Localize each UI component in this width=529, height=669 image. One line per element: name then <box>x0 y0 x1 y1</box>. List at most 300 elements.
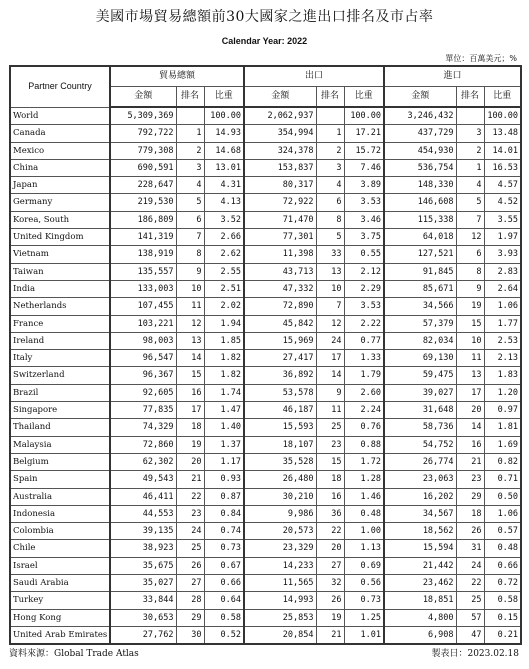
total-amount-cell: 98,003 <box>110 332 176 349</box>
import-amount-cell: 15,594 <box>384 540 456 557</box>
total-rank-cell <box>176 107 204 125</box>
total-share-cell: 2.51 <box>204 280 244 297</box>
import-amount-cell: 4,800 <box>384 609 456 626</box>
export-share-cell: 3.53 <box>344 298 384 315</box>
export-rank-cell: 25 <box>316 419 344 436</box>
total-share-cell: 1.37 <box>204 436 244 453</box>
total-rank-cell: 14 <box>176 350 204 367</box>
import-rank-cell: 24 <box>456 557 484 574</box>
export-share-cell: 0.88 <box>344 436 384 453</box>
import-amount-cell: 34,567 <box>384 505 456 522</box>
import-header: 進口 <box>384 66 521 87</box>
total-amount-cell: 49,543 <box>110 471 176 488</box>
total-rank-cell: 24 <box>176 523 204 540</box>
total-rank-cell: 17 <box>176 402 204 419</box>
total-amount-cell: 35,027 <box>110 575 176 592</box>
import-amount-cell: 6,908 <box>384 626 456 644</box>
country-name-cell: Australia <box>10 488 110 505</box>
export-rank-cell: 22 <box>316 523 344 540</box>
export-share-cell: 3.89 <box>344 177 384 194</box>
export-amount-cell: 30,210 <box>244 488 316 505</box>
total-rank-cell: 20 <box>176 453 204 470</box>
export-share-cell: 1.13 <box>344 540 384 557</box>
total-amount-cell: 92,605 <box>110 384 176 401</box>
export-rank-cell: 24 <box>316 332 344 349</box>
import-rank-cell: 4 <box>456 177 484 194</box>
export-amount-header: 金額 <box>244 87 316 108</box>
total-rank-cell: 30 <box>176 626 204 644</box>
import-share-cell: 2.53 <box>484 332 521 349</box>
country-name-cell: Malaysia <box>10 436 110 453</box>
total-rank-cell: 22 <box>176 488 204 505</box>
country-name-cell: France <box>10 315 110 332</box>
import-amount-cell: 54,752 <box>384 436 456 453</box>
table-row <box>10 211 521 228</box>
export-share-cell: 0.77 <box>344 332 384 349</box>
export-amount-cell: 324,378 <box>244 142 316 159</box>
total-share-cell: 1.94 <box>204 315 244 332</box>
country-name-cell: Israel <box>10 557 110 574</box>
export-amount-cell: 11,398 <box>244 246 316 263</box>
country-name-cell: India <box>10 280 110 297</box>
total-share-cell: 0.58 <box>204 609 244 626</box>
table-row <box>10 125 521 142</box>
country-name-cell: Canada <box>10 125 110 142</box>
data-source: 資料來源：Global Trade Atlas <box>9 649 139 659</box>
import-rank-cell: 8 <box>456 263 484 280</box>
import-share-cell: 0.71 <box>484 471 521 488</box>
import-share-cell: 0.15 <box>484 609 521 626</box>
import-share-cell: 2.83 <box>484 263 521 280</box>
export-rank-cell: 4 <box>316 177 344 194</box>
export-rank-cell: 2 <box>316 142 344 159</box>
export-amount-cell: 53,578 <box>244 384 316 401</box>
export-share-cell: 0.56 <box>344 575 384 592</box>
total-amount-cell: 135,557 <box>110 263 176 280</box>
country-name-cell: Colombia <box>10 523 110 540</box>
import-rank-cell: 22 <box>456 575 484 592</box>
total-amount-cell: 792,722 <box>110 125 176 142</box>
total-rank-cell: 2 <box>176 142 204 159</box>
table-row <box>10 557 521 574</box>
total-amount-cell: 44,553 <box>110 505 176 522</box>
export-amount-cell: 15,593 <box>244 419 316 436</box>
total-amount-cell: 103,221 <box>110 315 176 332</box>
country-name-cell: Switzerland <box>10 367 110 384</box>
import-amount-cell: 127,521 <box>384 246 456 263</box>
export-rank-cell: 33 <box>316 246 344 263</box>
export-rank-cell: 16 <box>316 488 344 505</box>
import-rank-cell: 6 <box>456 246 484 263</box>
export-share-cell: 0.48 <box>344 505 384 522</box>
import-rank-cell: 9 <box>456 280 484 297</box>
total-share-cell: 100.00 <box>204 107 244 125</box>
partner-country-header: Partner Country <box>10 66 110 107</box>
import-share-cell: 0.48 <box>484 540 521 557</box>
import-share-cell: 13.48 <box>484 125 521 142</box>
export-share-cell: 1.00 <box>344 523 384 540</box>
export-amount-cell: 71,470 <box>244 211 316 228</box>
total-amount-cell: 39,135 <box>110 523 176 540</box>
table-row <box>10 229 521 246</box>
total-share-cell: 0.52 <box>204 626 244 644</box>
export-share-cell: 1.79 <box>344 367 384 384</box>
import-amount-cell: 23,063 <box>384 471 456 488</box>
export-rank-cell: 20 <box>316 540 344 557</box>
export-amount-cell: 36,892 <box>244 367 316 384</box>
export-amount-cell: 14,993 <box>244 592 316 609</box>
export-rank-cell: 9 <box>316 384 344 401</box>
import-rank-cell: 11 <box>456 350 484 367</box>
import-share-cell: 0.82 <box>484 453 521 470</box>
import-rank-cell: 5 <box>456 194 484 211</box>
import-amount-cell: 64,018 <box>384 229 456 246</box>
country-name-cell: Taiwan <box>10 263 110 280</box>
country-name-cell: Japan <box>10 177 110 194</box>
import-rank-cell: 17 <box>456 384 484 401</box>
table-row <box>10 523 521 540</box>
export-amount-cell: 26,480 <box>244 471 316 488</box>
export-share-header: 比重 <box>344 87 384 108</box>
total-rank-cell: 21 <box>176 471 204 488</box>
import-rank-cell: 18 <box>456 505 484 522</box>
export-amount-cell: 47,332 <box>244 280 316 297</box>
export-share-cell: 0.76 <box>344 419 384 436</box>
total-rank-cell: 29 <box>176 609 204 626</box>
import-rank-cell: 31 <box>456 540 484 557</box>
import-share-cell: 2.13 <box>484 350 521 367</box>
total-amount-cell: 96,547 <box>110 350 176 367</box>
import-share-cell: 4.52 <box>484 194 521 211</box>
import-share-cell: 0.57 <box>484 523 521 540</box>
table-row <box>10 159 521 176</box>
import-rank-cell: 3 <box>456 125 484 142</box>
export-rank-cell: 19 <box>316 609 344 626</box>
import-rank-cell: 1 <box>456 159 484 176</box>
total-share-header: 比重 <box>204 87 244 108</box>
header-row-groups <box>10 66 521 87</box>
total-rank-cell: 28 <box>176 592 204 609</box>
total-share-cell: 13.01 <box>204 159 244 176</box>
total-amount-cell: 62,302 <box>110 453 176 470</box>
import-rank-cell: 14 <box>456 419 484 436</box>
table-row <box>10 280 521 297</box>
country-name-cell: Thailand <box>10 419 110 436</box>
import-share-cell: 1.69 <box>484 436 521 453</box>
table-row <box>10 453 521 470</box>
import-amount-header: 金額 <box>384 87 456 108</box>
country-name-cell: Brazil <box>10 384 110 401</box>
import-share-cell: 1.20 <box>484 384 521 401</box>
import-rank-cell: 21 <box>456 453 484 470</box>
total-share-cell: 3.52 <box>204 211 244 228</box>
export-share-cell: 1.46 <box>344 488 384 505</box>
table-row <box>10 436 521 453</box>
export-header: 出口 <box>244 66 384 87</box>
total-share-cell: 0.66 <box>204 575 244 592</box>
export-rank-header: 排名 <box>316 87 344 108</box>
country-name-cell: Mexico <box>10 142 110 159</box>
total-amount-cell: 186,809 <box>110 211 176 228</box>
import-share-cell: 16.53 <box>484 159 521 176</box>
export-amount-cell: 43,713 <box>244 263 316 280</box>
import-amount-cell: 16,202 <box>384 488 456 505</box>
import-share-cell: 0.66 <box>484 557 521 574</box>
export-share-cell: 2.60 <box>344 384 384 401</box>
country-name-cell: Belgium <box>10 453 110 470</box>
export-share-cell: 17.21 <box>344 125 384 142</box>
table-row <box>10 402 521 419</box>
total-rank-cell: 18 <box>176 419 204 436</box>
country-name-cell: Turkey <box>10 592 110 609</box>
unit-note: 單位：百萬美元；% <box>445 54 517 63</box>
import-rank-cell: 10 <box>456 332 484 349</box>
export-share-cell: 1.01 <box>344 626 384 644</box>
total-share-cell: 1.40 <box>204 419 244 436</box>
export-rank-cell: 7 <box>316 298 344 315</box>
total-amount-cell: 779,308 <box>110 142 176 159</box>
table-row <box>10 350 521 367</box>
export-amount-cell: 20,854 <box>244 626 316 644</box>
total-amount-cell: 77,835 <box>110 402 176 419</box>
total-amount-cell: 107,455 <box>110 298 176 315</box>
import-rank-cell: 20 <box>456 402 484 419</box>
country-name-cell: China <box>10 159 110 176</box>
export-share-cell: 0.73 <box>344 592 384 609</box>
export-rank-cell: 13 <box>316 263 344 280</box>
export-amount-cell: 2,062,937 <box>244 107 316 125</box>
export-amount-cell: 46,187 <box>244 402 316 419</box>
total-amount-cell: 30,653 <box>110 609 176 626</box>
table-row <box>10 505 521 522</box>
import-share-cell: 1.81 <box>484 419 521 436</box>
total-share-cell: 2.55 <box>204 263 244 280</box>
total-rank-cell: 26 <box>176 557 204 574</box>
import-rank-cell: 16 <box>456 436 484 453</box>
total-amount-cell: 141,319 <box>110 229 176 246</box>
total-rank-cell: 7 <box>176 229 204 246</box>
total-amount-cell: 38,923 <box>110 540 176 557</box>
total-amount-cell: 228,647 <box>110 177 176 194</box>
import-rank-cell: 13 <box>456 367 484 384</box>
import-amount-cell: 18,851 <box>384 592 456 609</box>
country-name-cell: United Arab Emirates <box>10 626 110 644</box>
import-rank-cell: 26 <box>456 523 484 540</box>
table-row <box>10 263 521 280</box>
country-name-cell: Singapore <box>10 402 110 419</box>
import-amount-cell: 21,442 <box>384 557 456 574</box>
import-share-cell: 1.77 <box>484 315 521 332</box>
import-rank-cell: 29 <box>456 488 484 505</box>
total-rank-cell: 9 <box>176 263 204 280</box>
country-name-cell: Ireland <box>10 332 110 349</box>
export-amount-cell: 35,528 <box>244 453 316 470</box>
export-share-cell: 2.24 <box>344 402 384 419</box>
export-rank-cell: 18 <box>316 471 344 488</box>
table-row <box>10 488 521 505</box>
import-rank-cell: 7 <box>456 211 484 228</box>
table-row <box>10 367 521 384</box>
export-share-cell: 100.00 <box>344 107 384 125</box>
total-share-cell: 1.74 <box>204 384 244 401</box>
total-amount-header: 金額 <box>110 87 176 108</box>
total-rank-cell: 16 <box>176 384 204 401</box>
total-rank-cell: 11 <box>176 298 204 315</box>
country-name-cell: Germany <box>10 194 110 211</box>
export-rank-cell: 21 <box>316 626 344 644</box>
table-row <box>10 332 521 349</box>
total-share-cell: 1.17 <box>204 453 244 470</box>
export-share-cell: 0.69 <box>344 557 384 574</box>
table-row <box>10 194 521 211</box>
import-rank-cell: 15 <box>456 315 484 332</box>
total-amount-cell: 27,762 <box>110 626 176 644</box>
import-rank-cell: 57 <box>456 609 484 626</box>
table-row <box>10 107 521 125</box>
export-rank-cell: 14 <box>316 367 344 384</box>
total-amount-cell: 46,411 <box>110 488 176 505</box>
import-amount-cell: 146,608 <box>384 194 456 211</box>
import-amount-cell: 85,671 <box>384 280 456 297</box>
import-rank-cell: 23 <box>456 471 484 488</box>
import-amount-cell: 59,475 <box>384 367 456 384</box>
export-rank-cell: 32 <box>316 575 344 592</box>
table-row <box>10 142 521 159</box>
export-amount-cell: 25,853 <box>244 609 316 626</box>
table-date: 製表日：2023.02.18 <box>431 649 519 659</box>
export-share-cell: 3.46 <box>344 211 384 228</box>
total-share-cell: 1.47 <box>204 402 244 419</box>
table-row <box>10 315 521 332</box>
country-name-cell: World <box>10 107 110 125</box>
import-amount-cell: 91,845 <box>384 263 456 280</box>
import-rank-header: 排名 <box>456 87 484 108</box>
import-amount-cell: 454,930 <box>384 142 456 159</box>
total-amount-cell: 133,003 <box>110 280 176 297</box>
export-share-cell: 7.46 <box>344 159 384 176</box>
import-share-cell: 1.97 <box>484 229 521 246</box>
total-share-cell: 4.13 <box>204 194 244 211</box>
country-name-cell: Spain <box>10 471 110 488</box>
table-row <box>10 575 521 592</box>
import-amount-cell: 34,566 <box>384 298 456 315</box>
total-rank-cell: 25 <box>176 540 204 557</box>
export-rank-cell: 11 <box>316 402 344 419</box>
export-rank-cell: 26 <box>316 592 344 609</box>
export-amount-cell: 20,573 <box>244 523 316 540</box>
export-amount-cell: 72,922 <box>244 194 316 211</box>
country-name-cell: Hong Kong <box>10 609 110 626</box>
import-share-cell: 14.01 <box>484 142 521 159</box>
total-share-cell: 0.67 <box>204 557 244 574</box>
total-amount-cell: 5,309,369 <box>110 107 176 125</box>
total-share-cell: 0.74 <box>204 523 244 540</box>
country-name-cell: Netherlands <box>10 298 110 315</box>
export-rank-cell: 6 <box>316 194 344 211</box>
total-rank-cell: 3 <box>176 159 204 176</box>
country-name-cell: Chile <box>10 540 110 557</box>
export-share-cell: 15.72 <box>344 142 384 159</box>
total-share-cell: 2.62 <box>204 246 244 263</box>
total-amount-cell: 35,675 <box>110 557 176 574</box>
table-row <box>10 246 521 263</box>
export-amount-cell: 77,301 <box>244 229 316 246</box>
import-amount-cell: 82,034 <box>384 332 456 349</box>
import-share-cell: 2.64 <box>484 280 521 297</box>
import-amount-cell: 23,462 <box>384 575 456 592</box>
import-amount-cell: 3,246,432 <box>384 107 456 125</box>
total-share-cell: 2.02 <box>204 298 244 315</box>
import-amount-cell: 115,338 <box>384 211 456 228</box>
import-share-cell: 1.83 <box>484 367 521 384</box>
import-rank-cell: 25 <box>456 592 484 609</box>
total-share-cell: 14.93 <box>204 125 244 142</box>
total-rank-header: 排名 <box>176 87 204 108</box>
export-amount-cell: 18,107 <box>244 436 316 453</box>
import-share-cell: 1.06 <box>484 298 521 315</box>
page-title: 美國市場貿易總額前30大國家之進出口排名及市占率 <box>95 9 434 25</box>
table-row <box>10 626 521 644</box>
import-rank-cell: 2 <box>456 142 484 159</box>
export-amount-cell: 27,417 <box>244 350 316 367</box>
table-row <box>10 177 521 194</box>
total-share-cell: 1.82 <box>204 367 244 384</box>
import-amount-cell: 18,562 <box>384 523 456 540</box>
total-rank-cell: 6 <box>176 211 204 228</box>
trade-ranking-table <box>9 65 522 645</box>
import-rank-cell: 12 <box>456 229 484 246</box>
import-amount-cell: 437,729 <box>384 125 456 142</box>
total-amount-cell: 74,329 <box>110 419 176 436</box>
country-name-cell: Italy <box>10 350 110 367</box>
import-amount-cell: 69,130 <box>384 350 456 367</box>
total-amount-cell: 138,919 <box>110 246 176 263</box>
import-share-header: 比重 <box>484 87 521 108</box>
total-share-cell: 0.73 <box>204 540 244 557</box>
import-amount-cell: 536,754 <box>384 159 456 176</box>
export-rank-cell: 8 <box>316 211 344 228</box>
export-share-cell: 1.72 <box>344 453 384 470</box>
import-share-cell: 4.57 <box>484 177 521 194</box>
total-share-cell: 1.82 <box>204 350 244 367</box>
export-share-cell: 0.55 <box>344 246 384 263</box>
total-rank-cell: 27 <box>176 575 204 592</box>
export-rank-cell: 15 <box>316 453 344 470</box>
export-rank-cell: 1 <box>316 125 344 142</box>
total-share-cell: 0.93 <box>204 471 244 488</box>
table-row <box>10 384 521 401</box>
export-rank-cell: 23 <box>316 436 344 453</box>
table-row <box>10 540 521 557</box>
table-row <box>10 471 521 488</box>
total-share-cell: 0.87 <box>204 488 244 505</box>
total-trade-header: 貿易總額 <box>110 66 244 87</box>
import-share-cell: 0.21 <box>484 626 521 644</box>
export-share-cell: 2.22 <box>344 315 384 332</box>
import-share-cell: 0.97 <box>484 402 521 419</box>
export-share-cell: 2.12 <box>344 263 384 280</box>
export-rank-cell <box>316 107 344 125</box>
import-share-cell: 3.55 <box>484 211 521 228</box>
export-amount-cell: 80,317 <box>244 177 316 194</box>
export-share-cell: 1.28 <box>344 471 384 488</box>
import-rank-cell: 47 <box>456 626 484 644</box>
import-rank-cell: 19 <box>456 298 484 315</box>
export-rank-cell: 10 <box>316 280 344 297</box>
import-share-cell: 0.50 <box>484 488 521 505</box>
import-share-cell: 1.06 <box>484 505 521 522</box>
total-amount-cell: 72,860 <box>110 436 176 453</box>
